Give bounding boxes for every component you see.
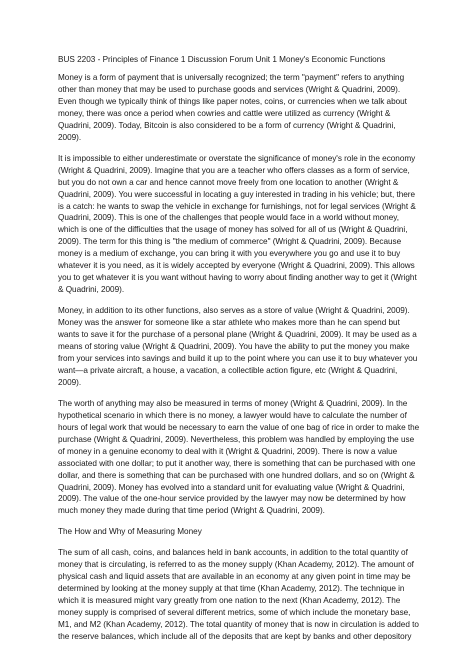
paragraph-money-supply: The sum of all cash, coins, and balances held in bank accounts, in addition to the total quantity of money that is circulating, is referred to as the money supply (Khan Academy, 2012). The amount of physical cash and liquid assets that are available in an economy at any given point in time may be determined by looking at the money supply at that time (Khan Academy, 2012). The technique in which it is measured might vary greatly from one nation to the next (Khan Academy, 2012). The money supply is comprised of several different metrics, some of which include the monetary base, M1, and M2 (Khan Academy, 2012). The total quantity of money that is now in circulation is added to the reserve balances, which include all of the deposits that are kept by banks and other depository (58, 548, 419, 642)
document-title: BUS 2203 - Principles of Finance 1 Discussion Forum Unit 1 Money's Economic Functions (58, 55, 386, 64)
document-page (58, 54, 420, 652)
paragraph-unit-of-account: The worth of anything may also be measured in terms of money (Wright & Quadrini, 2009). In the hypothetical scenario in which there is no money, a lawyer would have to calculate the number of hours of legal work that would be necessary to earn the value of one bag of rice in order to make the purchase (Wright & Quadrini, 2009). Nevertheless, this problem was handled by employing the use of money in a genuine economy to deal with it (Wright & Quadrini, 2009). There is now a value associated with one dollar; to put it another way, there is something that can be purchased with one dollar, and there is something that can be purchased with one hundred dollars, and so on (Wright & Quadrini, 2009). Money has evolved into a standard unit for evaluating value (Wright & Quadrini, 2009). The value of the one-hour service provided by the lawyer may now be determined by how much money they made during that time period (Wright & Quadrini, 2009). (58, 398, 420, 516)
section-heading: The How and Why of Measuring Money (58, 527, 202, 537)
paragraph-medium-of-exchange: It is impossible to either underestimate or overstate the significance of money's role in the economy (Wright & Quadrini, 2009). Imagine that you are a teacher who offers classes as a form of service, but you do not own a car and hence cannot move freely from one location to another (Wright & Quadrini, 2009). You were successful in locating a guy interested in trading in his vehicle; but, there is a catch: he wants to swap the vehicle in exchange for furnishings, not for legal services (Wright & Quadrini, 2009). This is one of the challenges that people would face in a world without money, which is one of the difficulties that the usage of money has solved for all of us (Wright & Quadrini, 2009). The term for this thing is "the medium of commerce" (Wright & Quadrini, 2009). Because money is a medium of exchange, you can bring it with you everywhere you go and use it to buy whatever it is you need, as it is widely accepted by everyone (Wright & Quadrini, 2009). This allows you to get whatever it is you want without having to worry about finding another way to get it (Wright & Quadrini, 2009). (58, 153, 417, 295)
paragraph-money-definition: Money is a form of payment that is universally recognized; the term "payment" refers to anything other than money that may be used to purchase goods and services (Wright & Quadrini, 2009). Even though we typically think of things like paper notes, coins, or currencies when we talk about money, there was once a period when cowries and cattle were utilized as currency (Wright & Quadrini, 2009). Today, Bitcoin is also considered to be a form of currency (Wright & Quadrini, 2009). (58, 73, 407, 142)
paragraph-store-of-value: Money, in addition to its other functions, also serves as a store of value (Wright & Quadrini, 2009). Money was the answer for someone like a star athlete who makes more than he can spend but wants to save it for the purchase of a personal plane (Wright & Quadrini, 2009). It may be used as a means of storing value (Wright & Quadrini, 2009). You have the ability to put the money you make from your services into savings and build it up to the point where you can use it to buy whatever you want—a private aircraft, a house, a vacation, a collectible action figure, etc (Wright & Quadrini, 2009). (58, 306, 418, 387)
